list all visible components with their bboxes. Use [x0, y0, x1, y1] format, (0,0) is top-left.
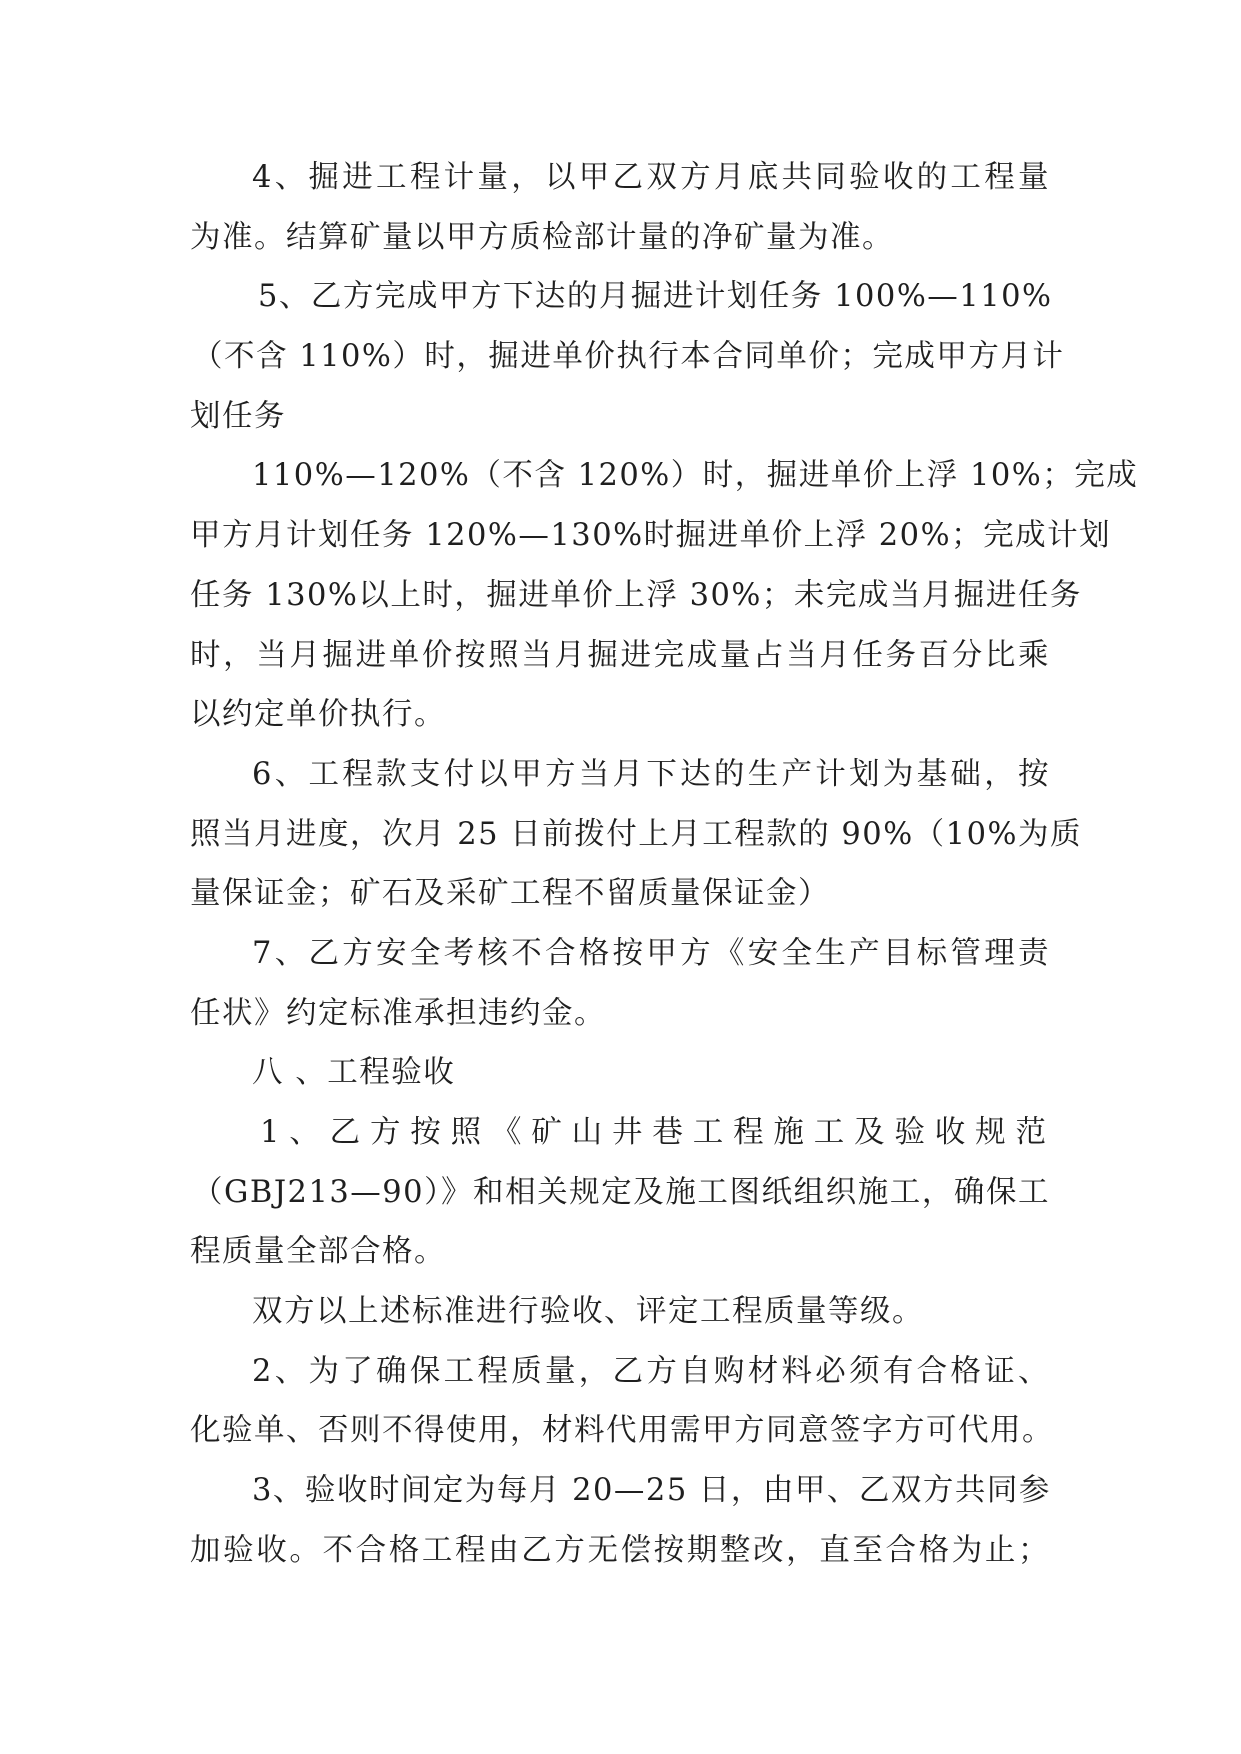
text-line: 双方以上述标准进行验收、评定工程质量等级。 [252, 1294, 924, 1330]
text-line: （不含 110%）时，掘进单价执行本合同单价；完成甲方月计 [192, 339, 1065, 375]
text-line: 照当月进度，次月 25 日前拨付上月工程款的 90%（10%为质 [190, 816, 1082, 852]
section-heading: 八 、工程验收 [252, 1055, 456, 1091]
text-line: 110%—120%（不含 120%）时，掘进单价上浮 10%；完成 [252, 458, 1139, 494]
text-line: 甲方月计划任务 120%—130%时掘进单价上浮 20%；完成计划 [190, 518, 1112, 554]
text-line: 3、验收时间定为每月 20—25 日，由甲、乙双方共同参 [252, 1473, 1051, 1509]
text-line: 任务 130%以上时，掘进单价上浮 30%；未完成当月掘进任务 [190, 577, 1082, 613]
text-line: 量保证金；矿石及采矿工程不留质量保证金） [190, 876, 830, 912]
text-line: 化验单、否则不得使用，材料代用需甲方同意签字方可代用。 [190, 1413, 1054, 1449]
text-line: 加验收。不合格工程由乙方无偿按期整改，直至合格为止； [190, 1532, 1050, 1568]
text-line: 为准。结算矿量以甲方质检部计量的净矿量为准。 [190, 219, 894, 255]
text-line: 任状》约定标准承担违约金。 [190, 995, 606, 1031]
text-line: 2、为了确保工程质量，乙方自购材料必须有合格证、 [252, 1353, 1050, 1389]
text-line: 划任务 [190, 398, 286, 434]
text-line: 时，当月掘进单价按照当月掘进完成量占当月任务百分比乘 [190, 637, 1050, 673]
text-line: 程质量全部合格。 [190, 1234, 446, 1270]
text-line: 7、乙方安全考核不合格按甲方《安全生产目标管理责 [252, 935, 1050, 971]
text-line: 4、掘进工程计量，以甲乙双方月底共同验收的工程量 [252, 160, 1050, 195]
text-line: （GBJ213—90）》和相关规定及施工图纸组织施工，确保工 [192, 1174, 1050, 1210]
document-body [190, 158, 1139, 1591]
text-line: 以约定单价执行。 [190, 697, 446, 733]
text-line: 1、乙方按照《矿山井巷工程施工及验收规范 [260, 1115, 1050, 1150]
text-line: 5、乙方完成甲方下达的月掘进计划任务 100%—110% [258, 279, 1053, 315]
text-line: 6、工程款支付以甲方当月下达的生产计划为基础，按 [252, 756, 1050, 792]
